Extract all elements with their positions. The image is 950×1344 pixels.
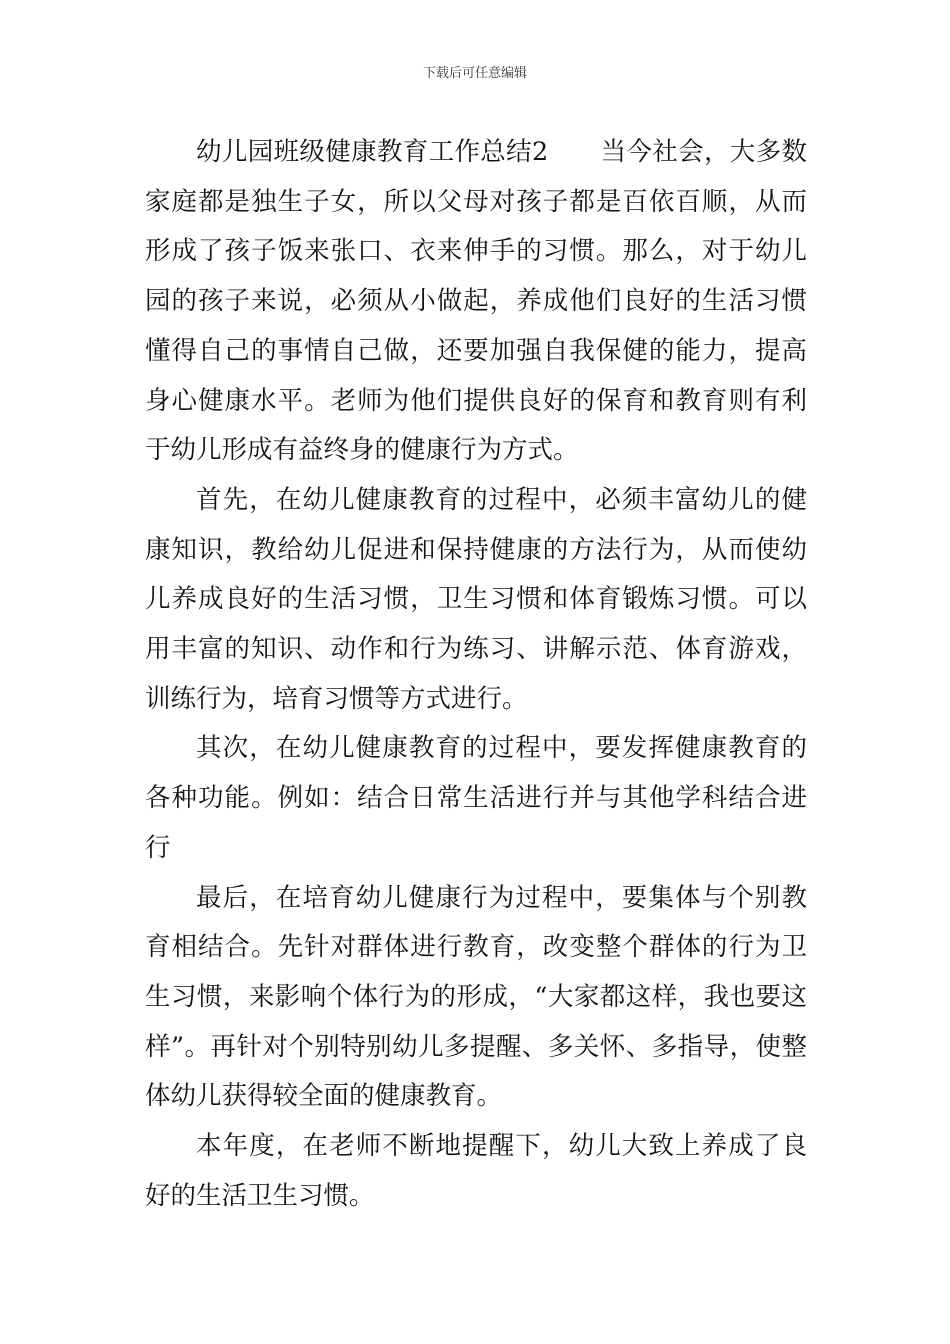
header-note: 下载后可任意编辑 [422,66,527,81]
paragraph-second: 其次，在幼儿健康教育的过程中，要发挥健康教育的各种功能。例如：结合日常生活进行并与其他学科结合进行 [145,733,807,863]
paragraph-fourth: 本年度，在老师不断地提醒下，幼儿大致上养成了良好的生活卫生习惯。 [145,1131,807,1211]
intro-paragraph [145,128,807,476]
paragraph-first: 首先，在幼儿健康教育的过程中，必须丰富幼儿的健康知识，教给幼儿促进和保持健康的方法行为，从而使幼儿养成良好的生活习惯，卫生习惯和体育锻炼习惯。可以用丰富的知识、动作和行为练习、讲解示范、体育游戏，训练行为，培育习惯等方式进行。 [145,484,807,714]
intro-text: 当今社会，大多数家庭都是独生子女，所以父母对孩子都是百依百顺，从而形成了孩子饭来张口、衣来伸手的习惯。那么，对于幼儿园的孩子来说，必须从小做起，养成他们良好的生活习惯懂得自己的事情自己做，还要加强自我保健的能力，提高身心健康水平。老师为他们提供良好的保育和教育则有利于幼儿形成有益终身的健康行为方式。 [145,137,807,466]
paragraph-third: 最后，在培育幼儿健康行为过程中，要集体与个别教育相结合。先针对群体进行教育，改变整个群体的行为卫生习惯，来影响个体行为的形成，“大家都这样，我也要这样”。再针对个别特别幼儿多提醒、多关怀、多指导，使整体幼儿获得较全面的健康教育。 [145,882,807,1112]
document-title: 幼儿园班级健康教育工作总结2 [196,137,549,167]
document-body [145,128,807,1221]
